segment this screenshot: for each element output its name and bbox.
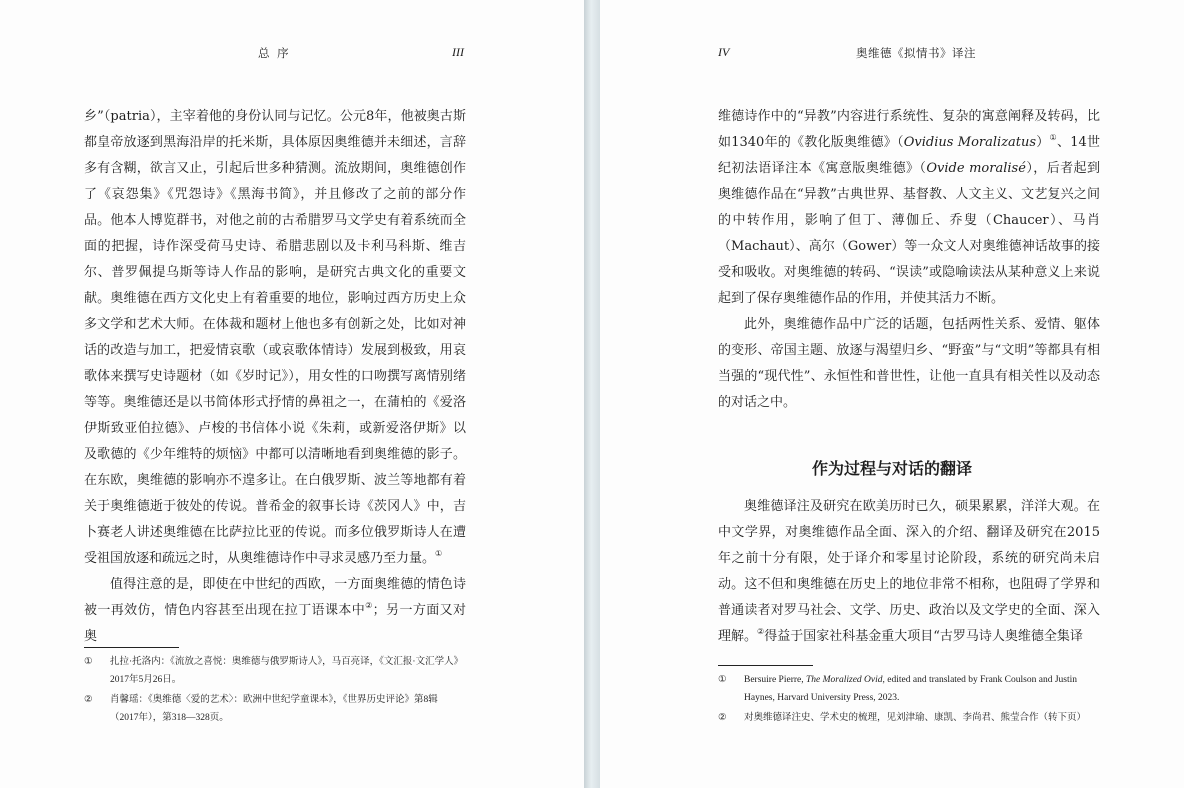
left-running-header: 总 序 — [258, 46, 291, 60]
left-footnote-rule — [84, 647, 179, 648]
text-run: 此外，奥维德作品中广泛的话题，包括两性关系、爱情、躯体的变形、帝国主题、放逐与渴望归乡、“野蛮”与“文明”等都具有相当强的“现代性”、永恒性和普世性，让他一直具有相关性以及动态的对话之中。 — [718, 317, 1100, 410]
italic-title: The Moralized Ovid — [806, 675, 883, 685]
footnote-mark: ① — [718, 675, 727, 685]
paragraph — [718, 494, 1100, 650]
text-run: ），后者起到奥维德作品在“异教”古典世界、基督教、人文主义、文艺复兴之间的中转作用，影响了但丁、薄伽丘、乔叟（Chaucer）、马肖（Machaut）、高尔（Gower）等一众文人对奥维德神话故事的接受和吸收。对奥维德的转码、“误读”或隐喻读法从某种意义上来说起到了保存奥维德作品的作用，并使其活力不断。 — [718, 161, 1100, 306]
section-title: 作为过程与对话的翻译 — [811, 459, 972, 478]
left-page-number: III — [452, 45, 464, 59]
italic-title: Ovide moralisé — [926, 161, 1026, 176]
footnote-text: 扎拉·托洛内：《流放之喜悦：奥维德与俄罗斯诗人》，马百亮译，《文汇报·文汇学人》2017年5月26日。 — [110, 657, 464, 685]
right-body-text — [718, 104, 1100, 416]
right-page-number: IV — [718, 45, 730, 59]
right-footnotes — [718, 671, 1100, 727]
text-run: 得益于国家社科基金重大项目“古罗马诗人奥维德全集译 — [764, 629, 1083, 644]
text-run: 维德诗作中的“异教”内容进行系统性、复杂的寓意阐释及转码，比如1340年的《教化版奥维德》（ — [718, 109, 1100, 150]
right-running-header: 奥维德《拟情书》译注 — [856, 46, 976, 60]
right-body-text-2 — [718, 494, 1100, 650]
italic-title: Ovidius Moralizatus — [903, 135, 1037, 150]
paragraph — [718, 312, 1100, 416]
left-page — [0, 0, 584, 788]
footnote-mark: ② — [718, 713, 727, 723]
paragraph — [84, 572, 466, 650]
page-gutter — [584, 0, 600, 788]
footnote-ref: ② — [757, 627, 765, 636]
footnote-mark: ① — [84, 657, 93, 667]
text-run: 值得注意的是，即使在中世纪的西欧，一方面奥维德的情色诗被一再效仿，情色内容甚至出现在拉丁语课本中 — [84, 577, 466, 618]
text-run: 、14世纪初法语译注本《寓意版奥维德》（ — [718, 135, 1100, 176]
paragraph — [718, 104, 1100, 312]
left-footnotes — [84, 653, 466, 727]
footnote-ref: ② — [365, 601, 373, 610]
text-run: 奥维德译注及研究在欧美历时已久，硕果累累，洋洋大观。在中文学界，对奥维德作品全面、深入的介绍、翻译及研究在2015年之前十分有限，处于译介和零星讨论阶段，系统的研究尚未启动。这不但和奥维德在历史上的地位非常不相称，也阻碍了学界和普通读者对罗马社会、文学、历史、政治以及文学史的全面、深入理解。 — [718, 499, 1100, 644]
footnote-mark: ② — [84, 695, 93, 705]
footnote-text: 肖馨瑶：《奥维德〈爱的艺术〉：欧洲中世纪学童课本》，《世界历史评论》第8辑（2017年），第318—328页。 — [110, 695, 438, 723]
footnote — [718, 709, 1100, 727]
footnote — [84, 691, 466, 727]
text-run: 对奥维德译注史、学术史的梳理，见刘津瑜、康凯、李尚君、熊莹合作（转下页） — [744, 713, 1087, 723]
left-body-text — [84, 104, 466, 650]
paragraph — [84, 104, 466, 572]
text-run: 乡”（patria），主宰着他的身份认同与记忆。公元8年，他被奥古斯都皇帝放逐到黑海沿岸的托米斯，具体原因奥维德并未细述，言辞多有含糊，欲言又止，引起后世多种猜测。流放期间，奥维德创作了《哀怨集》《咒怨诗》《黑海书简》，并且修改了之前的部分作品。他本人博览群书，对他之前的古希腊罗马文学史有着系统而全面的把握，诗作深受荷马史诗、希腊悲剧以及卡利马科斯、维吉尔、普罗佩提乌斯等诗人作品的影响，是研究古典文化的重要文献。奥维德在西方文化史上有着重要的地位，影响过西方历史上众多文学和艺术大师。在体裁和题材上他也多有创新之处，比如对神话的改造与加工，把爱情哀歌（或哀歌体情诗）发展到极致，用哀歌体来撰写史诗题材（如《岁时记》），用女性的口吻撰写离情别绪等等。奥维德还是以书简体形式抒情的鼻祖之一，在蒲柏的《爱洛伊斯致亚伯拉德》、卢梭的书信体小说《朱莉，或新爱洛伊斯》以及歌德的《少年维特的烦恼》中都可以清晰地看到奥维德的影子。在东欧，奥维德的影响亦不遑多让。在白俄罗斯、波兰等地都有着关于奥维德逝于彼处的传说。普希金的叙事长诗《茨冈人》中，吉卜赛老人讲述奥维德在比萨拉比亚的传说。而多位俄罗斯诗人在遭受祖国放逐和疏远之时，从奥维德诗作中寻求灵感乃至力量。 — [84, 109, 466, 566]
footnote — [718, 671, 1100, 707]
text-run: , edited and translated by Frank Coulson and Justin Haynes, Harvard University Press, 2023. — [744, 675, 1077, 703]
footnote-ref: ① — [1049, 133, 1057, 142]
footnote-ref: ① — [435, 549, 443, 558]
right-page — [600, 0, 1184, 788]
text-run: ；另一方面又对奥 — [84, 603, 466, 644]
text-run: ） — [1036, 135, 1050, 150]
right-footnote-rule — [718, 665, 813, 666]
footnote — [84, 653, 466, 689]
text-run: Bersuire Pierre, — [744, 675, 806, 685]
